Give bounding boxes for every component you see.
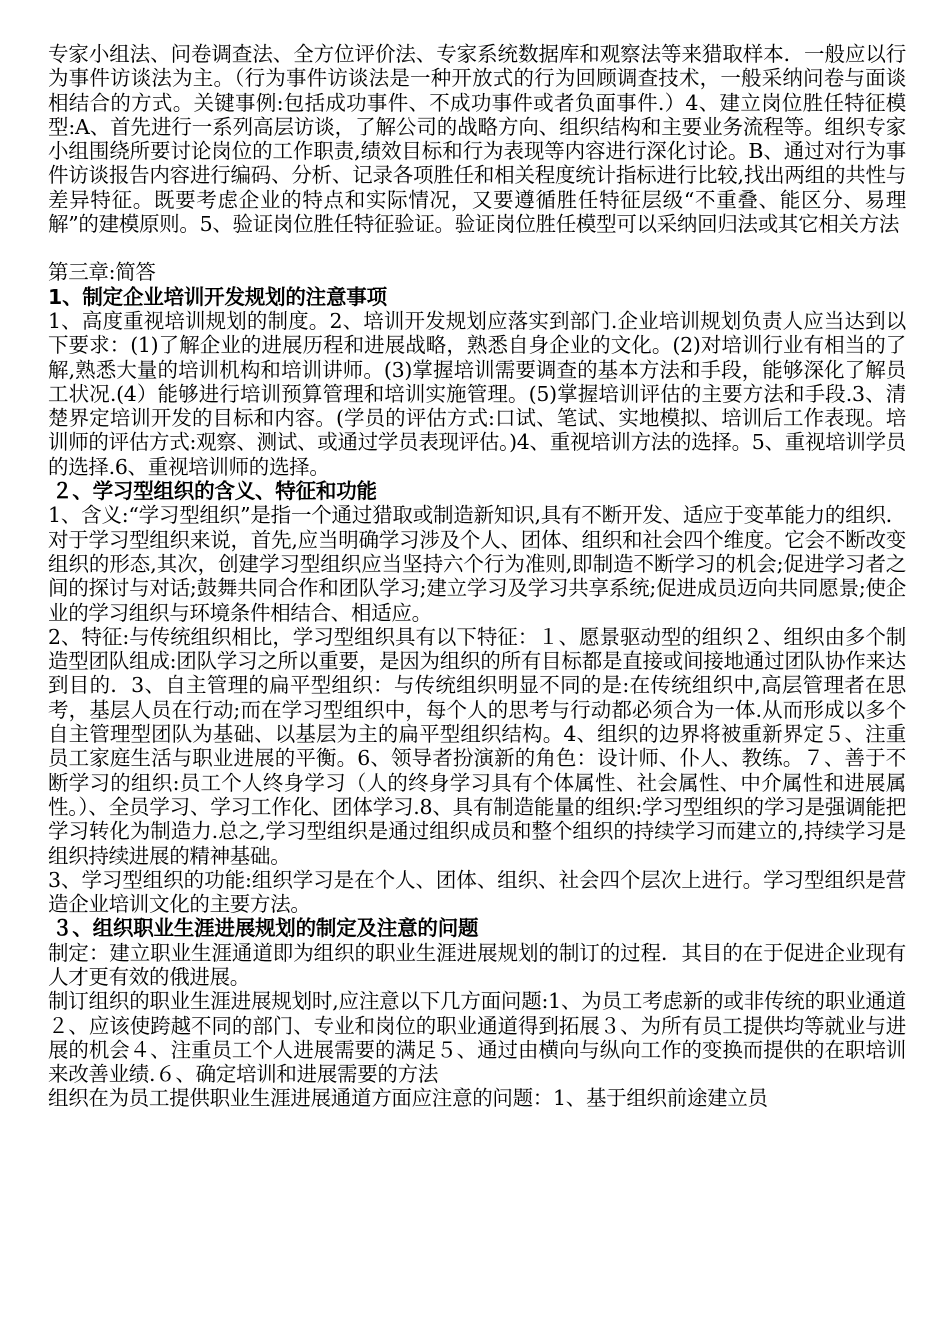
section-2-features: 2、特征:与传统组织相比，学习型组织具有以下特征：１、愿景驱动型的组织２、组织由多个制造型团队组成:团队学习之所以重要，是因为组织的所有目标都是直接或间接地通过团队协作来达到目的．3、自主管理的扁平型组织：与传统组织明显不同的是:在传统组织中,高层管理者在思考，基层人员在行动;而在学习型组织中，每个人的思考与行动都必须合为一体.从而形成以多个自主管理型团队为基础、以基层为主的扁平型组织结构。4、组织的边界将被重新界定５、注重员工家庭生活与职业进展的平衡。6、领导者扮演新的角色：设计师、仆人、教练。７、善于不断学习的组织:员工个人终身学习（人的终身学习具有个体属性、社会属性、中介属性和进展属性。）、全员学习、学习工作化、团体学习.8、具有制造能量的组织:学习型组织的学习是强调能把学习转化为制造力.总之,学习型组织是通过组织成员和整个组织的持续学习而建立的,持续学习是组织持续进展的精神基础。: [48, 624, 906, 868]
section-2-heading: ２、学习型组织的含义、特征和功能: [52, 479, 377, 504]
paragraph-gap: [48, 236, 906, 260]
section-1-heading: 1、制定企业培训开发规划的注意事项: [48, 284, 387, 309]
section-2-meaning: 1、含义:“学习型组织”是指一个通过猎取或制造新知识,具有不断开发、适应于变革能力的组织．对于学习型组织来说，首先,应当明确学习涉及个人、团体、组织和社会四个维度。它会不断改变组织的形态,其次，创建学习型组织应当坚持六个行为准则,即制造不断学习的机会;促进学习者之间的探讨与对话;鼓舞共同合作和团队学习;建立学习及学习共享系统;促进成员迈向共同愿景;使企业的学习组织与环境条件相结合、相适应。: [48, 503, 906, 625]
section-2-functions: 3、学习型组织的功能:组织学习是在个人、团体、组织、社会四个层次上进行。学习型组织是营造企业培训文化的主要方法。: [48, 867, 906, 917]
section-3-heading: ３、组织职业生涯进展规划的制定及注意的问题: [52, 916, 479, 941]
intro-paragraph: 专家小组法、问卷调查法、全方位评价法、专家系统数据库和观察法等来猎取样本．一般应以行为事件访谈法为主。（行为事件访谈法是一种开放式的行为回顾调查技术，一般采纳问卷与面谈相结合的方式。关键事例:包括成功事件、不成功事件或者负面事件.）4、建立岗位胜任特征模型:A、首先进行一系列高层访谈，了解公司的战略方向、组织结构和主要业务流程等。组织专家小组围绕所要讨论岗位的工作职责,绩效目标和行为表现等内容进行深化讨论。B、通过对行为事件访谈报告内容进行编码、分析、记录各项胜任和相关程度统计指标进行比较,找出两组的共性与差异特征。既要考虑企业的特点和实际情况，又要遵循胜任特征层级“不重叠、能区分、易理解”的建模原则。5、验证岗位胜任特征验证。验证岗位胜任模型可以采纳回归法或其它相关方法: [48, 42, 906, 237]
chapter-label: 第三章:简答: [48, 260, 156, 285]
section-3-notes: 制订组织的职业生涯进展规划时,应注意以下几方面问题:1、为员工考虑新的或非传统的职业通道２、应该使跨越不同的部门、专业和岗位的职业通道得到拓展３、为所有员工提供均等就业与进展的机会４、注重员工个人进展需要的满足５、通过由横向与纵向工作的变换而提供的在职培训来改善业绩.６、确定培训和进展需要的方法: [48, 989, 906, 1087]
section-1-body: 1、高度重视培训规划的制度。2、培训开发规划应落实到部门.企业培训规划负责人应当达到以下要求：(1)了解企业的进展历程和进展战略，熟悉自身企业的文化。(2)对培训行业有相当的了解,熟悉大量的培训机构和培训讲师。(3)掌握培训需要调查的基本方法和手段，能够深化了解员工状况.(4）能够进行培训预算管理和培训实施管理。(5)掌握培训评估的主要方法和手段.3、清楚界定培训开发的目标和内容。(学员的评估方式:口试、笔试、实地模拟、培训后工作表现。培训师的评估方式:观察、测试、或通过学员表现评估。)4、重视培训方法的选择。5、重视培训学员的选择.6、重视培训师的选择。: [48, 308, 906, 479]
section-3-issues: 组织在为员工提供职业生涯进展通道方面应注意的问题：1、基于组织前途建立员: [48, 1086, 768, 1111]
document-page: [48, 42, 906, 1111]
section-3-definition: 制定：建立职业生涯通道即为组织的职业生涯进展规划的制订的过程．其目的在于促进企业现有人才更有效的俄进展。: [48, 940, 906, 989]
